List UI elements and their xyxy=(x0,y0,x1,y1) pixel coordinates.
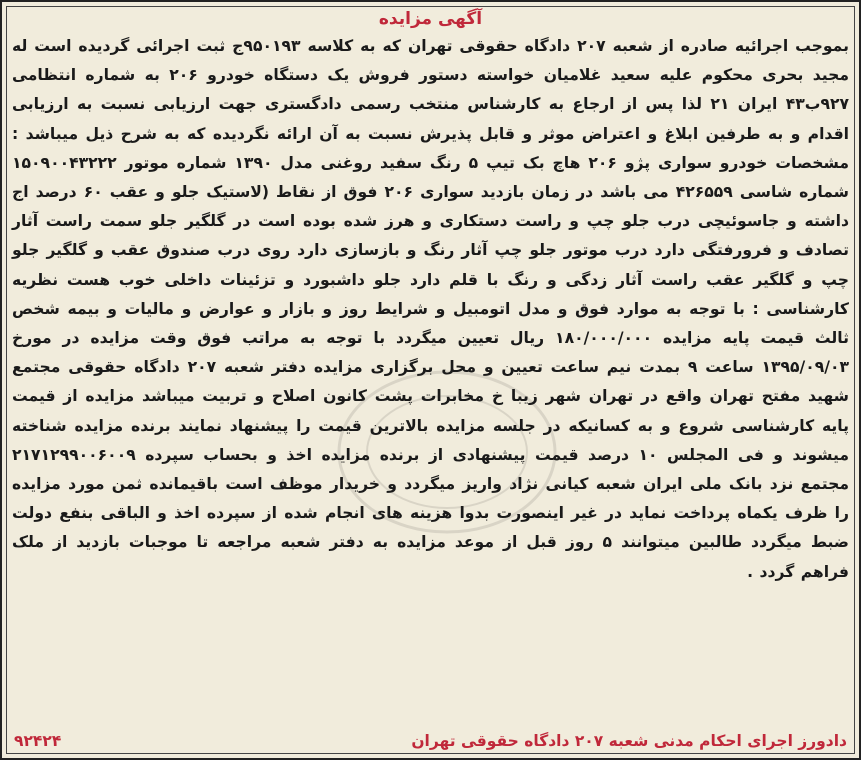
notice-code: ۹۲۴۲۴ xyxy=(14,732,62,750)
notice-body: بموجب اجرائیه صادره از شعبه ۲۰۷ دادگاه حقوقی تهران که به کلاسه ۹۵۰۱۹۳ج ثبت اجرائی گردیده است له مجید بحری محکوم علیه سعید غلامیان خواسته دستور فروش یک دستگاه خودرو ۲۰۶ به شماره انتظامی ۹۲۷ب۴۳ ایران ۲۱ لذا پس از ارجاع به کارشناس منتخب رسمی دادگستری جهت ارزیابی نسبت به ارزیابی اقدام و به طرفین ابلاغ و اعتراض موثر و قابل پذیرش نسبت به آن ارائه نگردیده که به شرح ذیل میباشد : مشخصات خودرو سواری پژو ۲۰۶ هاچ بک تیپ ۵ رنگ سفید روغنی مدل ۱۳۹۰ شماره موتور ۱۵۰۹۰۰۴۳۲۲۲ شماره شاسی ۴۲۶۵۵۹ می باشد در زمان بازدید سواری ۲۰۶ فوق از نقاط (لاستیک جلو و عقب ۶۰ درصد اج داشته و جاسوئیچی درب جلو چپ و راست دستکاری و هرز شده بوده است در گلگیر جلو سمت راست آثار تصادف و فرورفتگی دارد درب موتور جلو چپ آثار رنگ و بازسازی دارد روی درب صندوق عقب و گلگیر جلو چپ و گلگیر عقب راست آثار زدگی و رنگ با قلم دارد جلو داشبورد و تزئینات داخلی خوب هست نظریه کارشناسی : با توجه به موارد فوق و مدل اتومبیل و شرایط روز و بازار و عوارض و مالیات و بیمه شخص ثالث قیمت پایه مزایده ۱۸۰/۰۰۰/۰۰۰ ریال تعیین میگردد با توجه به مراتب فوق وقت مزایده در مورخ ۱۳۹۵/۰۹/۰۳ ساعت ۹ بمدت نیم ساعت تعیین و محل برگزاری مزایده دفتر شعبه ۲۰۷ دادگاه حقوقی مجتمع شهید مفتح تهران واقع در تهران شهر زیبا خ مخابرات پشت کانون اصلاح و تربیت میباشد مزایده از قیمت پایه کارشناسی شروع و به کسانیکه در جلسه مزایده بالاترین قیمت را پیشنهاد نمایند برنده مزایده شناخته میشوند و فی المجلس ۱۰ درصد قیمت پیشنهادی از برنده مزایده اخذ و بحساب سپرده ۲۱۷۱۲۹۹۰۰۶۰۰۹ مجتمع نزد بانک ملی ایران شعبه کیانی نژاد واریز میگردد و خریدار موظف است باقیمانده ثمن مورد مزایده را ظرف یکماه پرداخت نماید در غیر اینصورت بدوا هزینه های انجام شده از سپرده اخذ و الباقی بنفع دولت ضبط میگردد طالبین میتوانند ۵ روز قبل از موعد مزایده به دفتر شعبه مراجعه تا موجبات بازدید از ملک فراهم گردد . xyxy=(12,37,850,581)
notice-footer xyxy=(14,730,847,752)
signature: دادورز اجرای احکام مدنی شعبه ۲۰۷ دادگاه حقوقی تهران xyxy=(411,732,847,750)
notice-title: آگهی مزایده xyxy=(378,9,483,29)
